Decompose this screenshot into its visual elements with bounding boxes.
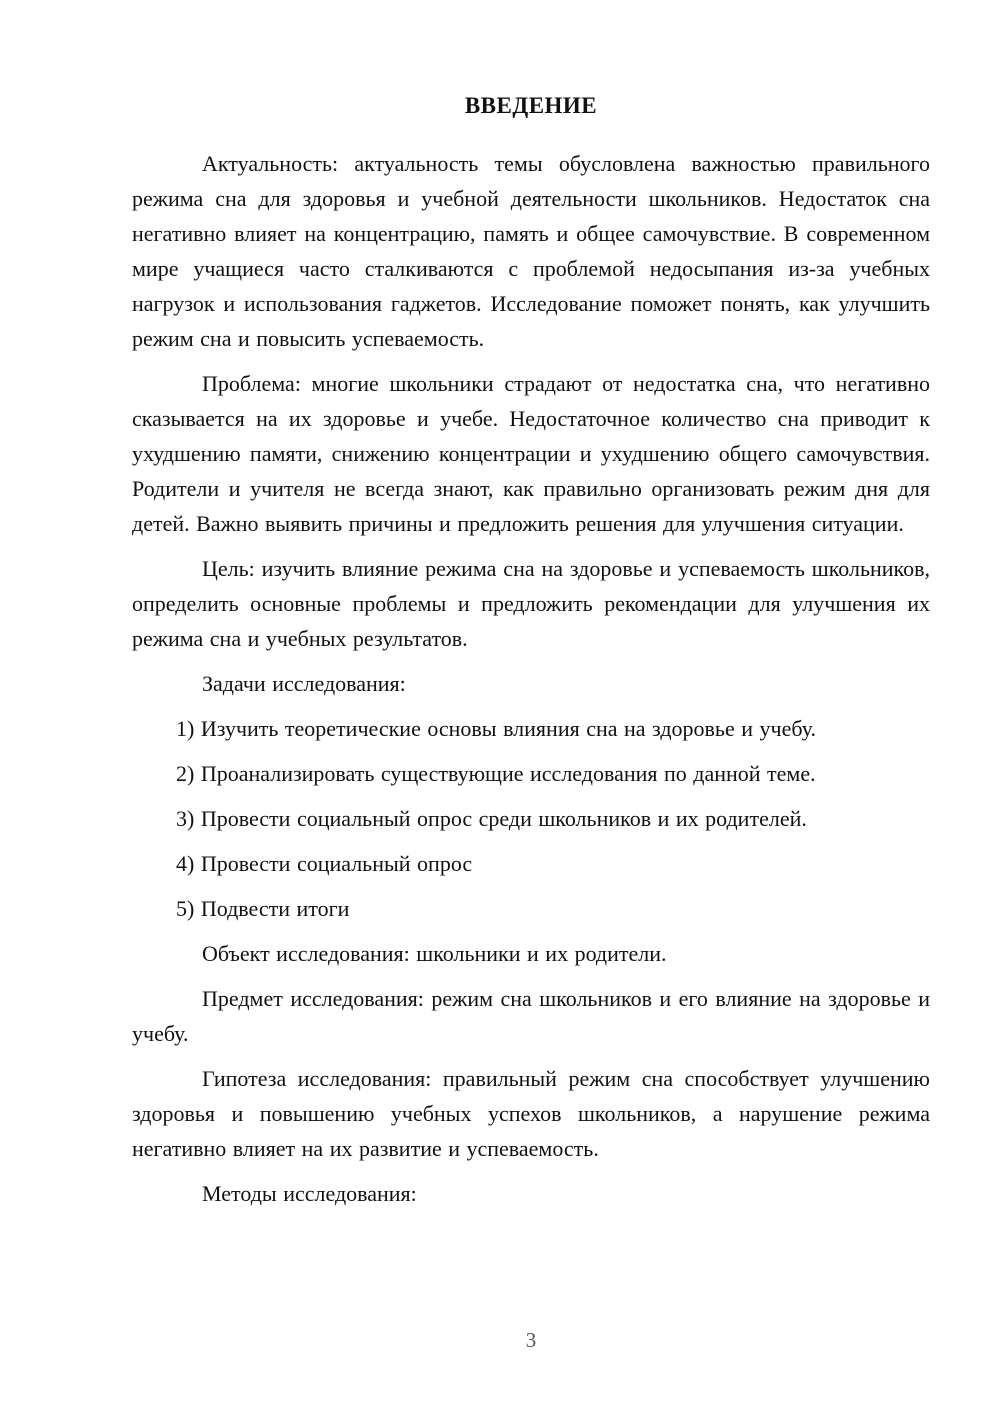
paragraph-problem: Проблема: многие школьники страдают от недостатка сна, что негативно сказывается на их здоровье и учебе. Недостаточное количество сна приводит к ухудшению памяти, снижению концентрации и ухудшению общего самочувствия. Родители и учителя не всегда знают, как правильно организовать режим дня для детей. Важно выявить причины и предложить решения для улучшения ситуации. bbox=[132, 371, 930, 536]
task-item-1: 1) Изучить теоретические основы влияния сна на здоровье и учебу. bbox=[176, 716, 816, 741]
page-number: 3 bbox=[525, 1328, 537, 1352]
task-item-3: 3) Провести социальный опрос среди школьников и их родителей. bbox=[176, 806, 807, 831]
tasks-heading: Задачи исследования: bbox=[202, 671, 406, 696]
document-content bbox=[132, 88, 930, 1221]
task-item-2: 2) Проанализировать существующие исследования по данной теме. bbox=[176, 761, 816, 786]
task-item-4: 4) Провести социальный опрос bbox=[176, 851, 473, 876]
task-item-5: 5) Подвести итоги bbox=[176, 896, 350, 921]
paragraph-object: Объект исследования: школьники и их родители. bbox=[202, 941, 667, 966]
paragraph-relevance: Актуальность: актуальность темы обусловлена важностью правильного режима сна для здоровья и учебной деятельности школьников. Недостаток сна негативно влияет на концентрацию, память и общее самочувствие. В современном мире учащиеся часто сталкиваются с проблемой недосыпания из-за учебных нагрузок и использования гаджетов. Исследование поможет понять, как улучшить режим сна и повысить успеваемость. bbox=[132, 151, 930, 351]
methods-heading: Методы исследования: bbox=[202, 1181, 417, 1206]
paragraph-goal: Цель: изучить влияние режима сна на здоровье и успеваемость школьников, определить основные проблемы и предложить рекомендации для улучшения их режима сна и учебных результатов. bbox=[132, 556, 930, 651]
paragraph-hypothesis: Гипотеза исследования: правильный режим сна способствует улучшению здоровья и повышению учебных успехов школьников, а нарушение режима негативно влияет на их развитие и успеваемость. bbox=[132, 1066, 930, 1161]
page-title: ВВЕДЕНИЕ bbox=[464, 93, 598, 118]
paragraph-subject: Предмет исследования: режим сна школьников и его влияние на здоровье и учебу. bbox=[132, 986, 930, 1046]
